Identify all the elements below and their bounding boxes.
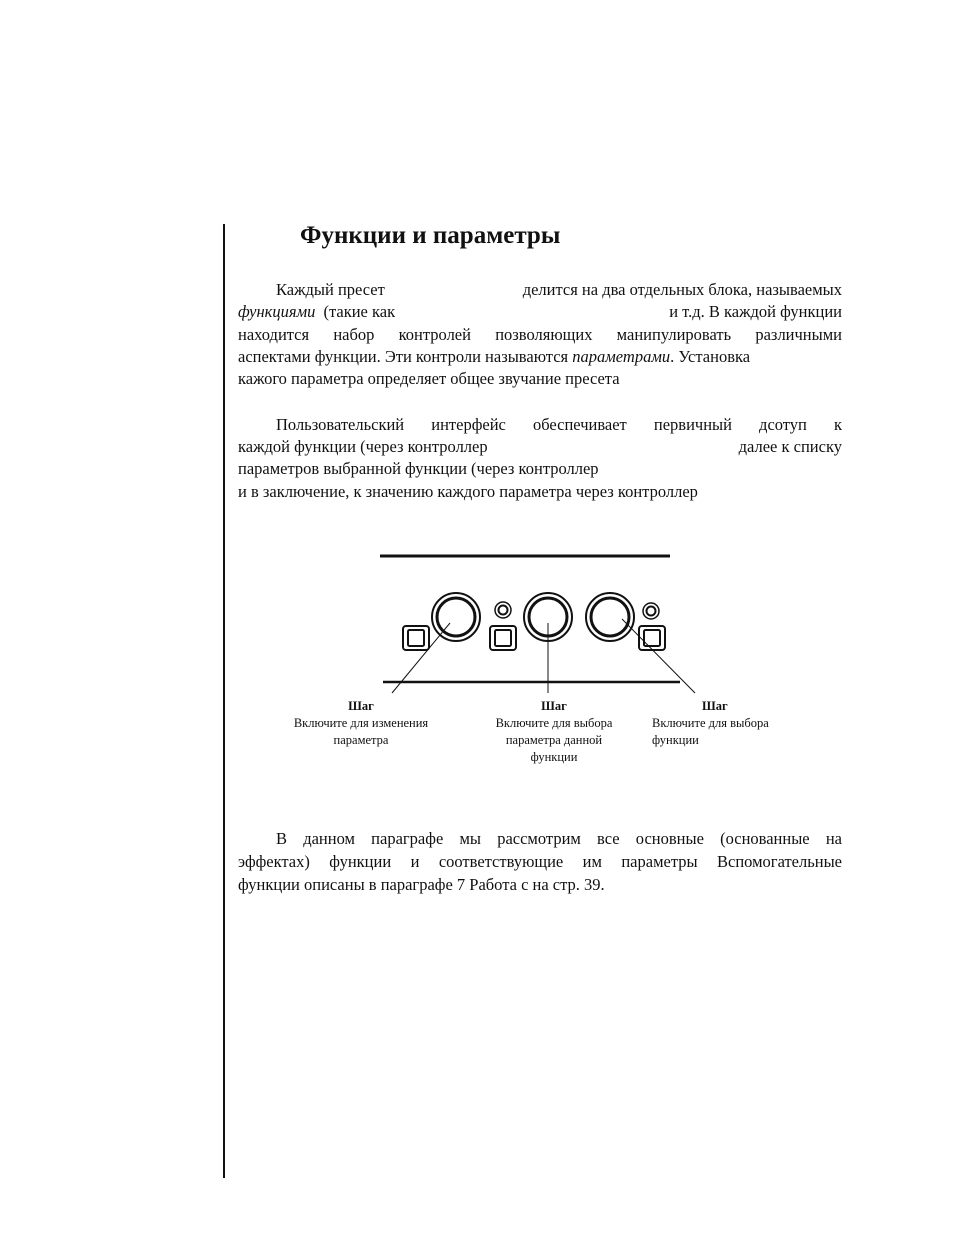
middle-square-button xyxy=(490,626,516,650)
caption-step-middle xyxy=(474,698,634,766)
paragraph-1-line-3: находится набор контролей позволяющих манипулировать различными xyxy=(238,325,842,344)
led-indicator-icon xyxy=(643,603,659,619)
text-fragment: (такие как xyxy=(323,302,396,321)
parameter-value-knob xyxy=(432,593,480,641)
step-label: Шаг xyxy=(702,699,728,713)
caption-text: Включите для выбора xyxy=(652,716,769,730)
right-square-button xyxy=(639,626,665,650)
paragraph-2-line-3: параметров выбранной функции (через контроллер xyxy=(238,459,599,478)
text-fragment: и т.д. В каждой функции xyxy=(669,302,842,321)
term-parameters: параметрами xyxy=(572,347,671,366)
caption-text: параметра xyxy=(333,733,389,747)
paragraph-1-line-5: кажого параметра определяет общее звучание пресета xyxy=(238,369,620,388)
text-fragment: делится на два отдельных блока, называемых xyxy=(522,280,842,299)
text-fragment: аспектами функции. Эти контроли называются xyxy=(238,347,573,366)
text-fragment: далее к списку xyxy=(738,437,842,456)
step-label: Шаг xyxy=(541,699,567,713)
page-title: Функции и параметры xyxy=(300,222,561,249)
paragraph-3-line-3: функции описаны в параграфе 7 Работа с на стр. 39. xyxy=(238,875,605,894)
led-indicator-icon xyxy=(495,602,511,618)
caption-text: функции xyxy=(530,750,578,764)
term-functions: функциями xyxy=(238,302,316,321)
function-select-knob xyxy=(586,593,634,641)
text-fragment: Пользовательский интерфейс обеспечивает первичный дсотуп к xyxy=(276,415,842,434)
left-square-button xyxy=(403,626,429,650)
text-fragment: . Установка xyxy=(670,347,751,366)
caption-text: Включите для изменения xyxy=(293,716,429,730)
caption-text: Включите для выбора xyxy=(495,716,613,730)
caption-text: параметра данной xyxy=(505,733,603,747)
text-fragment: В данном параграфе мы рассмотрим все основные (основанные на xyxy=(276,829,842,848)
paragraph-3-line-1 xyxy=(238,828,842,850)
paragraph-3-line-2: эффектах) функции и соответствующие им параметры Вспомогательные xyxy=(238,852,842,871)
caption-step-right xyxy=(652,698,802,749)
step-label: Шаг xyxy=(348,699,374,713)
paragraph-2-line-4: и в заключение, к значению каждого параметра через контроллер xyxy=(238,482,698,501)
caption-text: функции xyxy=(652,733,699,747)
text-fragment: каждой функции (через контроллер xyxy=(238,437,488,456)
caption-step-left xyxy=(276,698,446,749)
text-fragment: Каждый пресет xyxy=(276,280,385,299)
